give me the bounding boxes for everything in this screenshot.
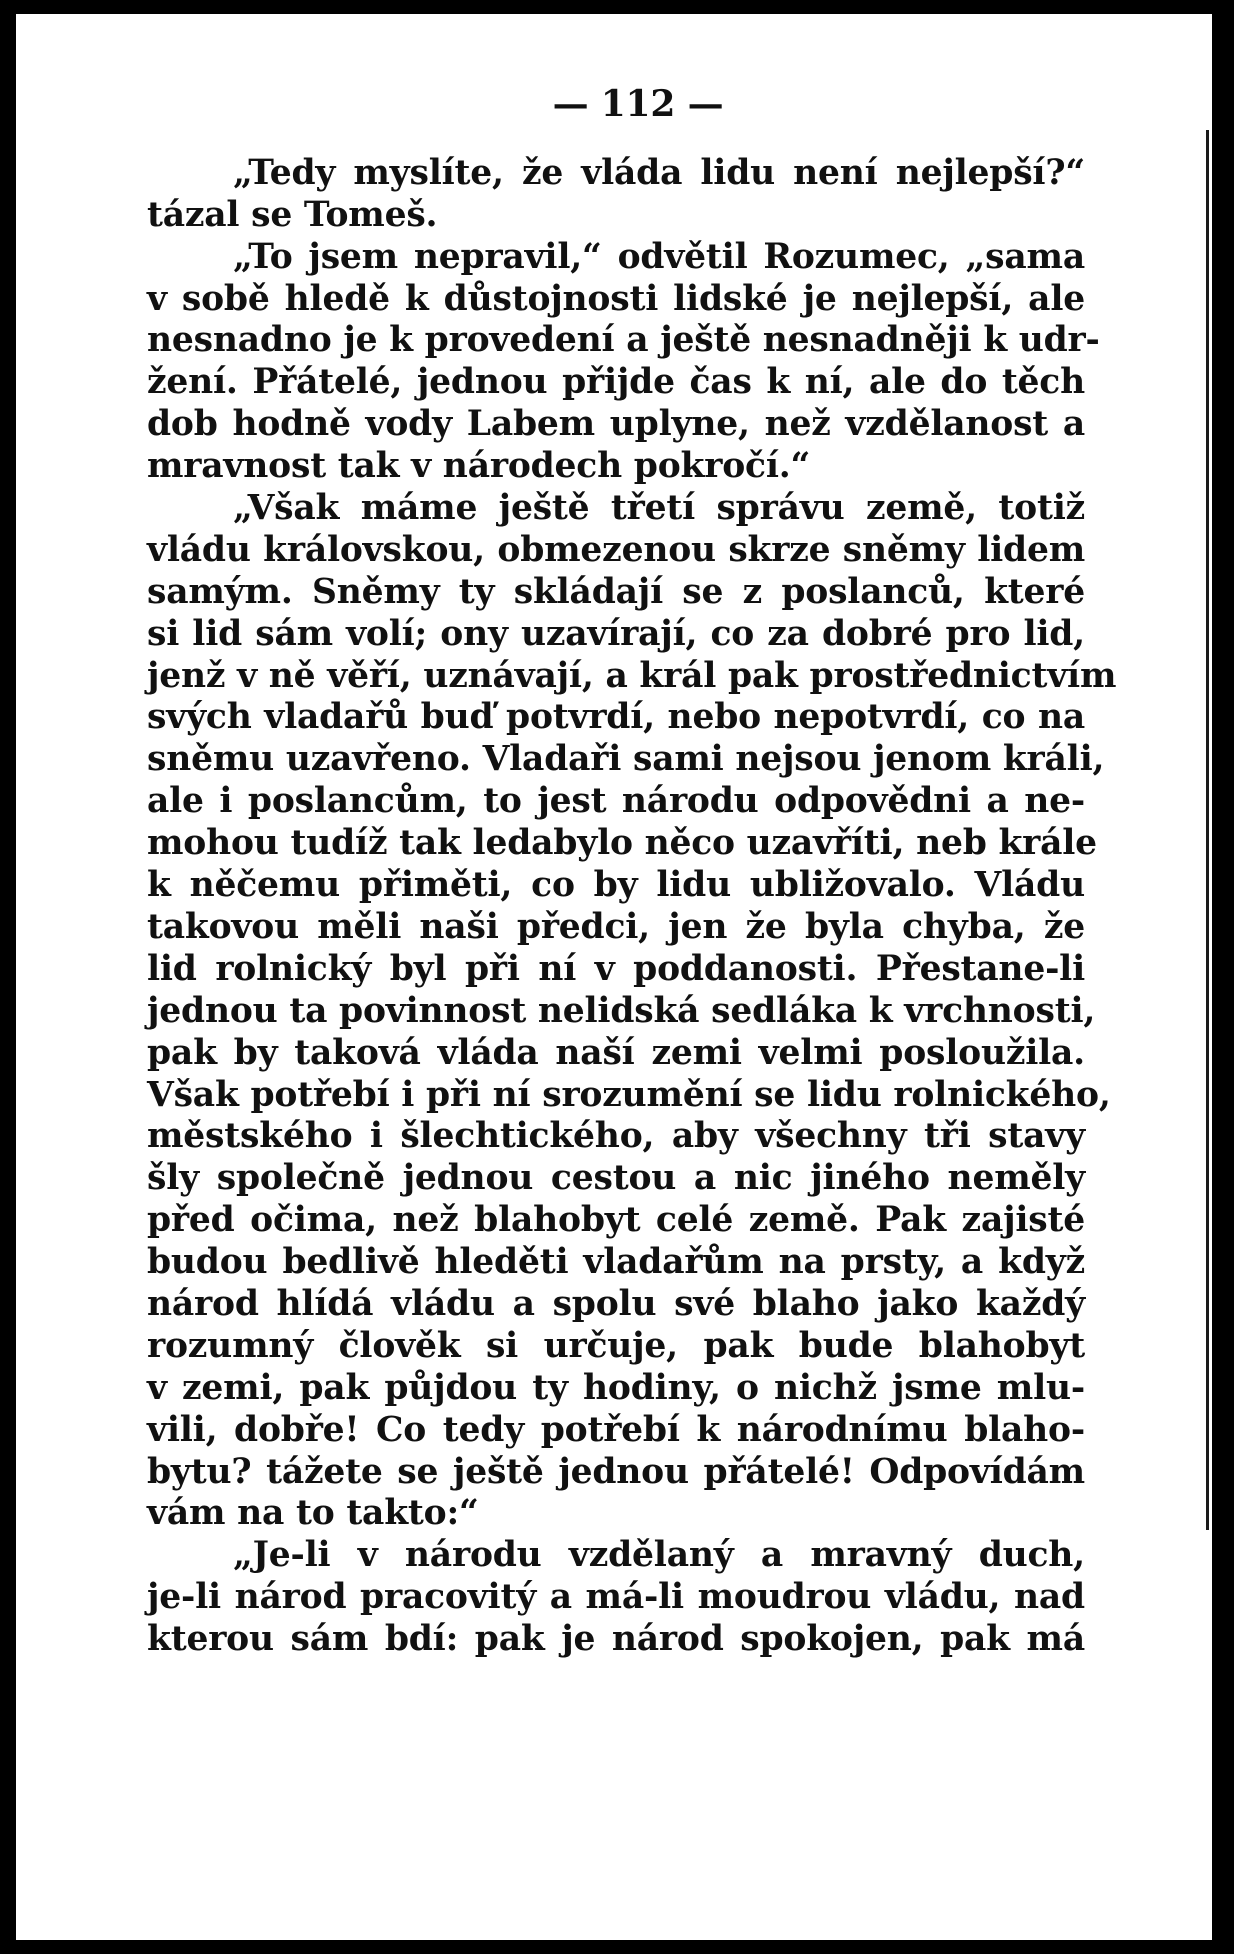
- text-line: je-li národ pracovitý a má-li moudrou vládu, nad: [147, 1577, 1085, 1618]
- text-line: „Tedy myslíte, že vláda lidu není nejlepší?“: [233, 152, 1085, 193]
- text-line: vládu královskou, obmezenou skrze sněmy lidem: [147, 529, 1085, 570]
- text-line: samým. Sněmy ty skládají se z poslanců, které: [147, 571, 1085, 612]
- text-line: v sobě hledě k důstojnosti lidské je nejlepší, ale: [147, 278, 1085, 319]
- text-line: kterou sám bdí: pak je národ spokojen, pak má: [147, 1619, 1085, 1660]
- text-line: národ hlídá vládu a spolu své blaho jako každý: [147, 1283, 1085, 1324]
- text-line: budou bedlivě hleděti vladařům na prsty, a když: [147, 1242, 1085, 1283]
- text-line: „To jsem nepravil,“ odvětil Rozumec, „sama: [233, 236, 1085, 277]
- text-line: mohou tudíž tak ledabylo něco uzavříti, neb krále: [147, 823, 1097, 864]
- text-line: „Však máme ještě třetí správu země, totiž: [233, 488, 1085, 529]
- page-text: [147, 83, 1117, 1661]
- text-line: ale i poslancům, to jest národu odpovědni a ne-: [147, 781, 1085, 822]
- text-line: před očima, než blahobyt celé země. Pak zajisté: [147, 1200, 1085, 1241]
- text-line: svých vladařů buď potvrdí, nebo nepotvrdí, co na: [147, 697, 1085, 738]
- text-line: šly společně jednou cestou a nic jiného neměly: [147, 1158, 1085, 1199]
- text-line: pak by taková vláda naší zemi velmi posloužila.: [147, 1032, 1085, 1073]
- text-line: žení. Přátelé, jednou přijde čas k ní, ale do těch: [147, 362, 1085, 403]
- text-line: si lid sám volí; ony uzavírají, co za dobré pro lid,: [147, 613, 1085, 654]
- text-line: vili, dobře! Co tedy potřebí k národnímu blaho-: [147, 1409, 1085, 1450]
- text-line: dob hodně vody Labem uplyne, než vzdělanost a: [147, 404, 1085, 445]
- text-line: takovou měli naši předci, jen že byla chyba, že: [147, 906, 1085, 947]
- text-line: k něčemu přiměti, co by lidu ubližovalo. Vládu: [147, 865, 1085, 906]
- text-line: „Je-li v národu vzdělaný a mravný duch,: [233, 1535, 1085, 1576]
- text-line: v zemi, pak půjdou ty hodiny, o nichž jsme mlu-: [147, 1367, 1085, 1408]
- text-line: rozumný člověk si určuje, pak bude blahobyt: [147, 1325, 1085, 1366]
- text-line: nesnadno je k provedení a ještě nesnadněji k udr-: [147, 320, 1100, 361]
- text-line: Však potřebí i při ní srozumění se lidu rolnického,: [147, 1074, 1111, 1115]
- text-line: mravnost tak v národech pokročí.“: [147, 446, 811, 487]
- text-line: jednou ta povinnost nelidská sedláka k vrchnosti,: [147, 990, 1096, 1031]
- text-line: městského i šlechtického, aby všechny tři stavy: [147, 1116, 1085, 1157]
- text-line: tázal se Tomeš.: [147, 194, 438, 235]
- text-line: bytu? tážete se ještě jednou přátelé! Odpovídám: [147, 1451, 1085, 1492]
- text-line: vám na to takto:“: [147, 1493, 479, 1534]
- text-line: jenž v ně věří, uznávají, a král pak prostřednictvím: [147, 655, 1117, 696]
- text-line: sněmu uzavřeno. Vladaři sami nejsou jenom králi,: [147, 739, 1105, 780]
- page-edge-shadow: [1206, 130, 1209, 1530]
- text-line: lid rolnický byl při ní v poddanosti. Přestane-li: [147, 948, 1085, 989]
- page-number: — 112 —: [552, 83, 724, 125]
